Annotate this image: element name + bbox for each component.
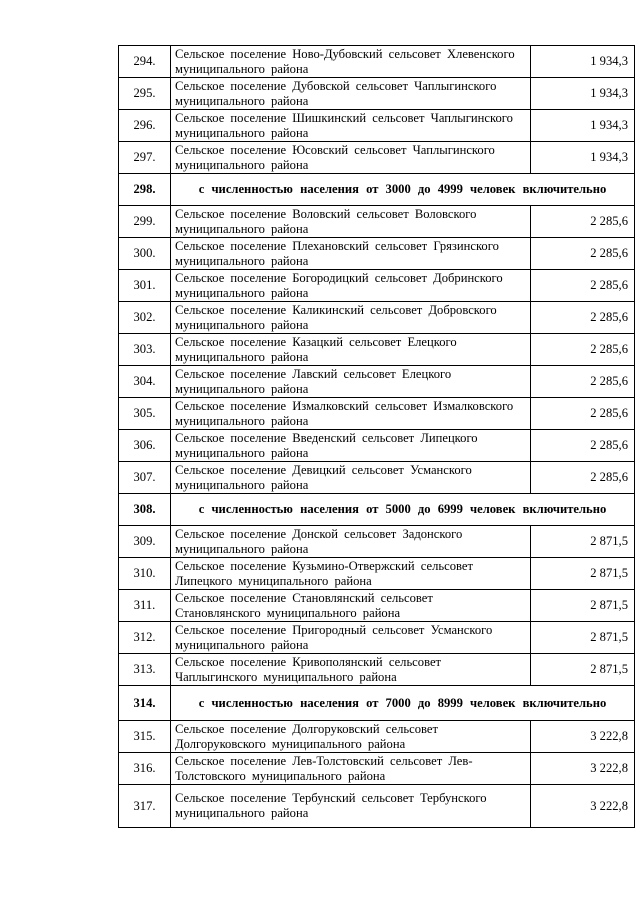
row-number: 298. <box>119 174 171 206</box>
population-group-heading: с численностью населения от 3000 до 4999 человек включительно <box>171 174 635 206</box>
row-number: 302. <box>119 302 171 334</box>
amount-value: 2 871,5 <box>531 654 635 686</box>
row-number: 307. <box>119 462 171 494</box>
amount-value: 2 285,6 <box>531 334 635 366</box>
amount-value: 2 871,5 <box>531 622 635 654</box>
table-row <box>119 753 635 785</box>
row-number: 297. <box>119 142 171 174</box>
settlement-name: Сельское поселение Дубовской сельсовет Чаплыгинского муниципального района <box>171 78 531 110</box>
amount-value: 1 934,3 <box>531 110 635 142</box>
group-heading-row <box>119 494 635 526</box>
amount-value: 2 285,6 <box>531 238 635 270</box>
row-number: 311. <box>119 590 171 622</box>
amount-value: 1 934,3 <box>531 142 635 174</box>
row-number: 308. <box>119 494 171 526</box>
settlement-name: Сельское поселение Донской сельсовет Задонского муниципального района <box>171 526 531 558</box>
settlement-name: Сельское поселение Богородицкий сельсовет Добринского муниципального района <box>171 270 531 302</box>
amount-value: 2 871,5 <box>531 590 635 622</box>
population-group-heading: с численностью населения от 5000 до 6999 человек включительно <box>171 494 635 526</box>
amount-value: 1 934,3 <box>531 46 635 78</box>
settlement-name: Сельское поселение Лавский сельсовет Елецкого муниципального района <box>171 366 531 398</box>
amount-value: 2 285,6 <box>531 206 635 238</box>
amount-value: 3 222,8 <box>531 721 635 753</box>
row-number: 301. <box>119 270 171 302</box>
row-number: 296. <box>119 110 171 142</box>
amount-value: 2 871,5 <box>531 558 635 590</box>
table-row <box>119 558 635 590</box>
population-group-heading: с численностью населения от 7000 до 8999 человек включительно <box>171 686 635 721</box>
settlement-name: Сельское поселение Пригородный сельсовет Усманского муниципального района <box>171 622 531 654</box>
table-row <box>119 142 635 174</box>
table-row <box>119 654 635 686</box>
settlement-name: Сельское поселение Становлянский сельсовет Становлянского муниципального района <box>171 590 531 622</box>
row-number: 314. <box>119 686 171 721</box>
settlement-name: Сельское поселение Долгоруковский сельсовет Долгоруковского муниципального района <box>171 721 531 753</box>
amount-value: 2 285,6 <box>531 366 635 398</box>
row-number: 300. <box>119 238 171 270</box>
row-number: 315. <box>119 721 171 753</box>
amount-value: 2 285,6 <box>531 302 635 334</box>
row-number: 295. <box>119 78 171 110</box>
group-heading-row <box>119 174 635 206</box>
table-row <box>119 238 635 270</box>
settlement-name: Сельское поселение Ново-Дубовский сельсовет Хлевенского муниципального района <box>171 46 531 78</box>
settlement-name: Сельское поселение Плехановский сельсовет Грязинского муниципального района <box>171 238 531 270</box>
table-row <box>119 721 635 753</box>
row-number: 306. <box>119 430 171 462</box>
settlement-name: Сельское поселение Тербунский сельсовет Тербунского муниципального района <box>171 785 531 828</box>
settlement-name: Сельское поселение Кузьмино-Отвержский сельсовет Липецкого муниципального района <box>171 558 531 590</box>
row-number: 316. <box>119 753 171 785</box>
settlement-name: Сельское поселение Измалковский сельсовет Измалковского муниципального района <box>171 398 531 430</box>
settlement-name: Сельское поселение Шишкинский сельсовет Чаплыгинского муниципального района <box>171 110 531 142</box>
row-number: 312. <box>119 622 171 654</box>
settlement-name: Сельское поселение Каликинский сельсовет Добровского муниципального района <box>171 302 531 334</box>
amount-value: 2 285,6 <box>531 398 635 430</box>
group-heading-row <box>119 686 635 721</box>
row-number: 317. <box>119 785 171 828</box>
amount-value: 2 871,5 <box>531 526 635 558</box>
settlement-name: Сельское поселение Юсовский сельсовет Чаплыгинского муниципального района <box>171 142 531 174</box>
table-row <box>119 462 635 494</box>
table-row <box>119 270 635 302</box>
table-row <box>119 430 635 462</box>
row-number: 304. <box>119 366 171 398</box>
table-row <box>119 590 635 622</box>
settlement-name: Сельское поселение Девицкий сельсовет Усманского муниципального района <box>171 462 531 494</box>
table-row <box>119 46 635 78</box>
table-row <box>119 622 635 654</box>
amount-value: 3 222,8 <box>531 785 635 828</box>
table-row <box>119 526 635 558</box>
amount-value: 2 285,6 <box>531 462 635 494</box>
table-row <box>119 785 635 828</box>
row-number: 310. <box>119 558 171 590</box>
row-number: 294. <box>119 46 171 78</box>
settlement-name: Сельское поселение Лев-Толстовский сельсовет Лев-Толстовского муниципального района <box>171 753 531 785</box>
table-row <box>119 78 635 110</box>
settlement-name: Сельское поселение Введенский сельсовет Липецкого муниципального района <box>171 430 531 462</box>
settlements-table <box>118 45 635 828</box>
row-number: 299. <box>119 206 171 238</box>
table-row <box>119 302 635 334</box>
row-number: 303. <box>119 334 171 366</box>
amount-value: 3 222,8 <box>531 753 635 785</box>
table-row <box>119 110 635 142</box>
table-row <box>119 366 635 398</box>
amount-value: 2 285,6 <box>531 430 635 462</box>
settlement-name: Сельское поселение Казацкий сельсовет Елецкого муниципального района <box>171 334 531 366</box>
amount-value: 2 285,6 <box>531 270 635 302</box>
table-row <box>119 334 635 366</box>
row-number: 309. <box>119 526 171 558</box>
amount-value: 1 934,3 <box>531 78 635 110</box>
table-row <box>119 398 635 430</box>
row-number: 305. <box>119 398 171 430</box>
settlement-name: Сельское поселение Воловский сельсовет Воловского муниципального района <box>171 206 531 238</box>
table-row <box>119 206 635 238</box>
row-number: 313. <box>119 654 171 686</box>
settlement-name: Сельское поселение Кривополянский сельсовет Чаплыгинского муниципального района <box>171 654 531 686</box>
